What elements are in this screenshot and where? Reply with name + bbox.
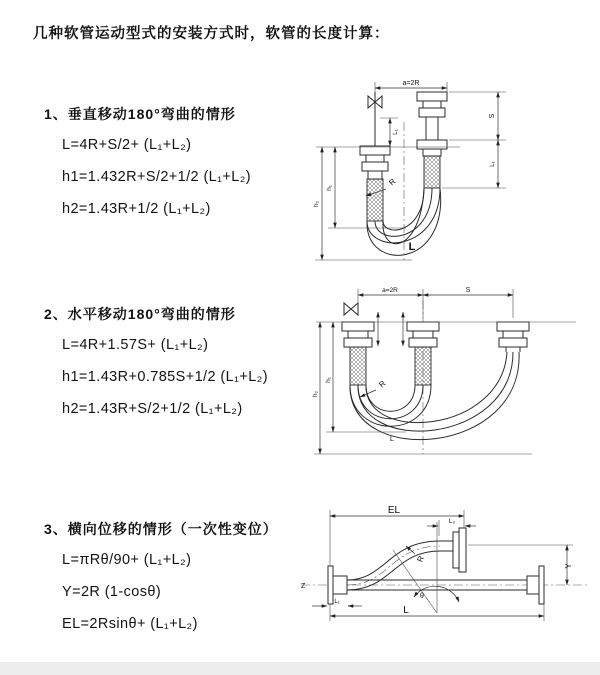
d2-h2-label: h₂ (312, 390, 319, 398)
section-2-formula-h2: h2=1.43R+S/2+1/2 (L₁+L₂) (62, 401, 243, 417)
d3-l2-label: L₂ (448, 518, 456, 525)
valve-icon (344, 303, 358, 315)
page-title: 几种软管运动型式的安装方式时，软管的长度计算： (33, 26, 390, 42)
d1-h1-label: h₁ (326, 185, 333, 191)
d1-l1-right-label: L₁ (490, 161, 496, 167)
braid-section (415, 347, 431, 385)
braid-section (350, 347, 366, 385)
d2-hose-assembly (342, 303, 529, 440)
braid-section (424, 156, 440, 188)
d2-length-label: L (389, 434, 395, 443)
d3-dimensions (312, 505, 573, 621)
d3-hose-assembly (328, 528, 544, 604)
section-3-formula-L: L=πRθ/90+ (L₁+L₂) (62, 552, 192, 568)
d1-radius-label: R (387, 176, 398, 188)
section-1-formula-h2: h2=1.43R+1/2 (L₁+L₂) (62, 201, 211, 217)
d2-radius-label: R (377, 378, 388, 390)
d1-l1-left-label: L₁ (393, 129, 399, 135)
d1-h2-label: h₂ (313, 200, 320, 208)
diagram-lateral-displacement (296, 502, 600, 650)
d1-hose-assembly (360, 92, 447, 255)
d1-length-label: L (408, 241, 416, 253)
section-3-formula-EL: EL=2Rsinθ+ (L₁+L₂) (62, 616, 198, 632)
d3-l1-label: L₁ (334, 599, 340, 605)
section-2-formula-h1: h1=1.43R+0.785S+1/2 (L₁+L₂) (62, 369, 268, 385)
diagram-horizontal-180-bend (308, 282, 600, 460)
d3-centerline-mark: Z (301, 583, 306, 590)
d2-h1-label: h₁ (325, 377, 332, 383)
section-1-heading: 1、垂直移动180°弯曲的情形 (44, 106, 236, 122)
scan-edge-artifact (0, 662, 600, 675)
d3-length-label: L (403, 605, 409, 616)
section-3-heading: 3、横向位移的情形（一次性变位） (44, 521, 278, 537)
section-3-formula-Y: Y=2R (1-cosθ) (62, 584, 162, 600)
d1-s-label: S (489, 113, 496, 119)
section-1-formula-h1: h1=1.432R+S/2+1/2 (L₁+L₂) (62, 169, 252, 185)
diagram-vertical-180-bend (308, 70, 548, 265)
section-1-formula-L: L=4R+S/2+ (L₁+L₂) (62, 137, 192, 153)
braid-section (367, 179, 383, 221)
d3-el-label: EL (387, 505, 401, 516)
section-2-heading: 2、水平移动180°弯曲的情形 (44, 306, 236, 322)
section-2-formula-L: L=4R+1.57S+ (L₁+L₂) (62, 337, 209, 353)
d2-travel-label: S (465, 287, 471, 294)
d3-theta-label: θ (420, 593, 424, 600)
d3-radius-label: R (415, 554, 427, 564)
d1-span-label: a=2R (402, 80, 420, 87)
d2-span-label: a=2R (382, 287, 398, 294)
d3-y-label: Y (564, 563, 573, 569)
